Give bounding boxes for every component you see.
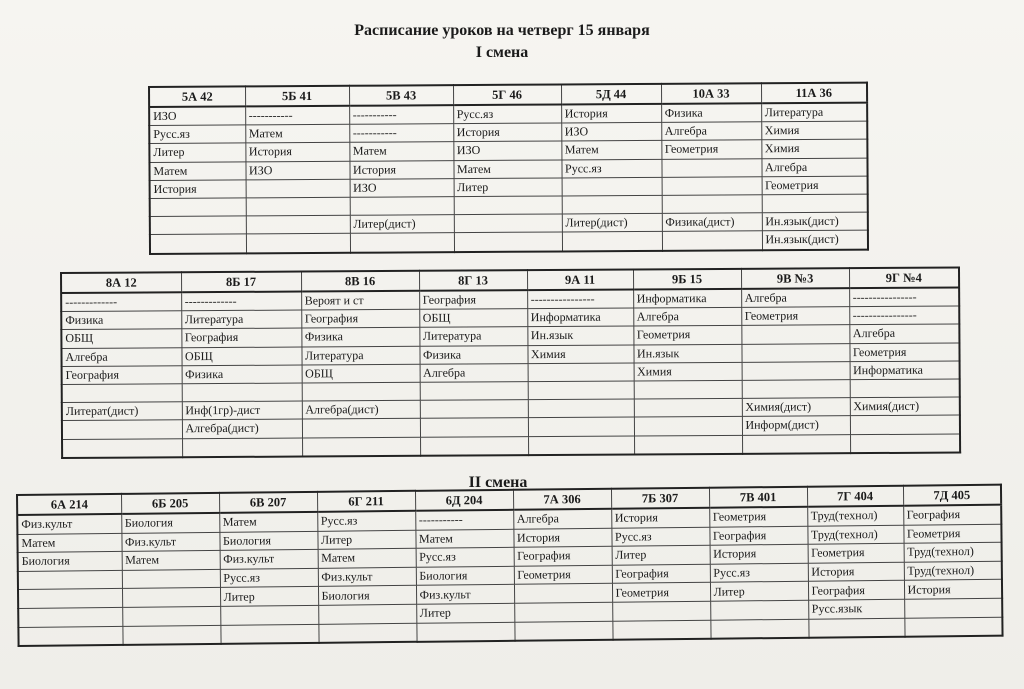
lesson-cell <box>514 621 612 641</box>
lesson-cell: Алгебра <box>633 308 741 327</box>
lesson-cell <box>182 383 302 402</box>
lesson-cell <box>18 589 122 609</box>
lesson-cell <box>634 417 742 436</box>
lesson-cell: Физ.культ <box>220 550 318 570</box>
shift-1-heading: I смена <box>475 44 529 61</box>
class-column-header: 5Д 44 <box>561 84 661 105</box>
lesson-cell: Литер <box>220 587 318 607</box>
class-column-header: 7Г 404 <box>807 486 903 507</box>
lesson-cell <box>808 618 904 638</box>
lesson-cell <box>62 438 182 457</box>
lesson-cell <box>220 624 318 644</box>
lesson-cell: Биология <box>121 513 219 533</box>
lesson-cell: Ин.язык <box>527 326 633 345</box>
lesson-cell: Информ(дист) <box>742 416 850 435</box>
lesson-cell <box>634 380 742 399</box>
lesson-cell: Русс.яз <box>220 568 318 588</box>
class-column-header: 6Г 211 <box>317 491 415 512</box>
lesson-cell <box>904 617 1002 637</box>
lesson-cell: Геометрия <box>762 176 868 195</box>
lesson-cell <box>62 420 182 439</box>
lesson-cell: Матем <box>318 549 416 569</box>
lesson-cell: Русс.яз <box>710 563 808 583</box>
lesson-cell <box>350 197 454 216</box>
lesson-cell <box>420 436 528 455</box>
lesson-cell <box>662 231 762 250</box>
lesson-cell <box>150 234 246 253</box>
lesson-cell: Матем <box>17 533 121 553</box>
lesson-cell <box>62 384 182 403</box>
lesson-cell <box>634 435 742 454</box>
lesson-cell <box>662 195 762 214</box>
lesson-cell: Ин.язык(дист) <box>762 212 868 231</box>
lesson-cell <box>742 361 850 380</box>
lesson-cell: Вероят и ст <box>301 291 419 310</box>
lesson-cell: История <box>349 160 453 179</box>
lesson-cell: Геометрия <box>514 565 612 585</box>
lesson-cell: Матем <box>349 142 453 161</box>
class-column-header: 6Б 205 <box>121 493 219 514</box>
lesson-cell <box>122 606 220 626</box>
lesson-cell: География <box>514 546 612 566</box>
lesson-cell <box>454 214 562 233</box>
lesson-cell <box>514 602 612 622</box>
lesson-cell <box>122 625 220 645</box>
lesson-cell: История <box>513 528 611 548</box>
lesson-cell <box>18 607 122 627</box>
lesson-cell: Алгебра <box>849 324 959 343</box>
lesson-cell: Ин.язык <box>633 344 741 363</box>
lesson-cell: История <box>245 143 349 162</box>
schedule-table-shift2-grades-6-7 <box>16 484 1004 647</box>
lesson-cell: ИЗО <box>245 161 349 180</box>
lesson-cell: Физика(дист) <box>662 213 762 232</box>
lesson-cell <box>454 196 562 215</box>
lesson-cell: Матем <box>149 161 245 180</box>
lesson-cell: Русс.яз <box>149 125 245 144</box>
lesson-cell <box>612 620 710 640</box>
lesson-cell: Русс.яз <box>611 527 709 547</box>
shift-2-heading: II смена <box>468 474 528 491</box>
lesson-cell: Алгебра <box>761 158 867 177</box>
lesson-cell <box>122 588 220 608</box>
lesson-cell: Алгебра <box>513 509 611 529</box>
lesson-cell: ------------- <box>61 292 181 311</box>
lesson-cell: Геометрия <box>808 543 904 563</box>
lesson-cell: Литература <box>761 103 867 122</box>
lesson-cell: ---------------- <box>849 306 959 325</box>
schedule-table-shift1-grades-8-9 <box>60 267 961 459</box>
lesson-cell <box>420 400 528 419</box>
lesson-cell <box>220 605 318 625</box>
lesson-cell: Химия(дист) <box>850 397 960 416</box>
lesson-cell <box>454 232 562 251</box>
lesson-cell: Физ.культ <box>17 514 121 534</box>
class-column-header: 6В 207 <box>219 492 317 513</box>
lesson-cell: ----------- <box>415 510 513 530</box>
lesson-cell: Алгебра <box>420 363 528 382</box>
lesson-cell: Русс.яз <box>561 159 661 178</box>
lesson-cell <box>742 380 850 399</box>
lesson-cell: ----------- <box>349 124 453 143</box>
lesson-cell <box>246 215 350 234</box>
lesson-cell: ОБЩ <box>419 309 527 328</box>
class-column-header: 7Б 307 <box>611 488 709 509</box>
lesson-cell: Геометрия <box>903 524 1001 544</box>
lesson-cell <box>318 623 416 643</box>
lesson-cell: Русс.яз <box>317 511 415 531</box>
lesson-cell: Матем <box>453 160 561 179</box>
lesson-cell: Алгебра <box>661 122 761 141</box>
lesson-cell: Геометрия <box>633 326 741 345</box>
lesson-cell: Химия <box>527 345 633 364</box>
lesson-cell: История <box>904 580 1002 600</box>
lesson-cell <box>302 437 420 456</box>
class-column-header: 7В 401 <box>709 487 807 508</box>
lesson-cell: Геометрия <box>661 140 761 159</box>
lesson-cell: ------------- <box>181 292 301 311</box>
lesson-cell: Химия <box>761 121 867 140</box>
lesson-row <box>150 230 868 253</box>
lesson-cell <box>18 570 122 590</box>
lesson-cell: Информатика <box>633 289 741 308</box>
lesson-cell: География <box>62 366 182 385</box>
lesson-cell <box>182 438 302 457</box>
lesson-cell: ИЗО <box>453 141 561 160</box>
lesson-cell: Матем <box>415 529 513 549</box>
lesson-cell: Матем <box>561 141 661 160</box>
lesson-cell: Биология <box>219 531 317 551</box>
lesson-cell: Литер <box>710 582 808 602</box>
lesson-cell: Литер <box>416 603 514 623</box>
lesson-cell: География <box>903 505 1001 525</box>
lesson-cell: Геометрия <box>612 583 710 603</box>
lesson-cell: География <box>301 309 419 328</box>
class-column-header: 5А 42 <box>149 86 245 107</box>
class-column-header: 6А 214 <box>17 494 121 515</box>
lesson-cell <box>710 600 808 620</box>
lesson-cell <box>710 619 808 639</box>
lesson-cell: Труд(технол) <box>904 542 1002 562</box>
lesson-cell: Физ.культ <box>121 532 219 552</box>
lesson-cell: ОБЩ <box>61 329 181 348</box>
class-column-header: 9А 11 <box>527 269 633 290</box>
lesson-cell: Матем <box>219 512 317 532</box>
schedule-table-shift1-grades-5-11 <box>148 82 869 255</box>
lesson-cell <box>150 216 246 235</box>
lesson-cell <box>742 434 850 453</box>
lesson-cell <box>850 415 960 434</box>
lesson-cell: География <box>181 328 301 347</box>
lesson-cell: Физика <box>61 311 181 330</box>
lesson-cell: Геометрия <box>709 507 807 527</box>
lesson-cell: Информатика <box>527 308 633 327</box>
lesson-cell: Ин.язык(дист) <box>762 230 868 249</box>
lesson-cell <box>904 598 1002 618</box>
lesson-cell <box>318 604 416 624</box>
lesson-cell: ИЗО <box>561 123 661 142</box>
lesson-cell: ---------------- <box>849 288 959 307</box>
lesson-cell <box>302 419 420 438</box>
lesson-cell: Физика <box>661 103 761 122</box>
lesson-cell <box>420 418 528 437</box>
class-column-header: 9В №3 <box>741 268 849 289</box>
lesson-cell <box>662 177 762 196</box>
lesson-cell: История <box>150 180 246 199</box>
lesson-cell: Труд(технол) <box>807 525 903 545</box>
lesson-cell: Химия(дист) <box>742 398 850 417</box>
lesson-cell: Литер <box>612 545 710 565</box>
lesson-cell <box>528 417 634 436</box>
lesson-cell <box>528 381 634 400</box>
lesson-cell <box>562 232 662 251</box>
class-column-header: 9Б 15 <box>633 269 741 290</box>
lesson-cell: Химия <box>634 362 742 381</box>
lesson-cell: Физика <box>301 328 419 347</box>
lesson-cell <box>416 622 514 642</box>
lesson-cell: ---------------- <box>527 289 633 308</box>
lesson-cell: ОБЩ <box>302 364 420 383</box>
class-column-header: 5Г 46 <box>453 84 561 105</box>
lesson-cell: Геометрия <box>849 343 959 362</box>
class-column-header: 10А 33 <box>661 83 761 104</box>
lesson-cell: Матем <box>122 551 220 571</box>
lesson-cell <box>850 434 960 453</box>
class-column-header: 8Г 13 <box>419 270 527 291</box>
lesson-cell: География <box>612 564 710 584</box>
lesson-cell <box>122 569 220 589</box>
lesson-cell: Труд(технол) <box>807 506 903 526</box>
lesson-cell <box>661 158 761 177</box>
lesson-cell <box>18 626 122 646</box>
lesson-cell: Алгебра(дист) <box>182 419 302 438</box>
class-column-header: 8А 12 <box>61 272 181 293</box>
lesson-cell: Литература <box>419 327 527 346</box>
lesson-cell <box>612 601 710 621</box>
lesson-cell: Алгебра <box>741 288 849 307</box>
lesson-cell <box>562 195 662 214</box>
lesson-cell <box>302 382 420 401</box>
lesson-cell: Труд(технол) <box>904 561 1002 581</box>
lesson-cell <box>246 234 350 253</box>
lesson-cell: География <box>419 290 527 309</box>
lesson-cell: Литература <box>181 310 301 329</box>
lesson-cell: Литер(дист) <box>350 215 454 234</box>
lesson-cell <box>634 398 742 417</box>
lesson-cell: Алгебра(дист) <box>302 400 420 419</box>
lesson-cell: ----------- <box>245 106 349 125</box>
class-column-header: 7Д 405 <box>903 485 1001 506</box>
lesson-cell: История <box>808 562 904 582</box>
lesson-cell: Биология <box>416 566 514 586</box>
lesson-cell <box>741 343 849 362</box>
lesson-cell: Физ.культ <box>416 585 514 605</box>
lesson-cell: Литер <box>317 530 415 550</box>
lesson-cell: Матем <box>245 124 349 143</box>
lesson-cell: ИЗО <box>350 178 454 197</box>
lesson-cell: Биология <box>18 552 122 572</box>
lesson-cell <box>150 198 246 217</box>
lesson-cell: Инф(1гр)-дист <box>182 401 302 420</box>
lesson-cell: Литер(дист) <box>562 213 662 232</box>
lesson-cell <box>350 233 454 252</box>
lesson-cell: Русс.яз <box>453 104 561 123</box>
lesson-cell <box>528 363 634 382</box>
lesson-cell: Геометрия <box>741 307 849 326</box>
lesson-cell: Физ.культ <box>318 567 416 587</box>
lesson-cell <box>528 435 634 454</box>
lesson-cell: Литерат(дист) <box>62 402 182 421</box>
lesson-cell <box>741 325 849 344</box>
lesson-cell: История <box>611 508 709 528</box>
lesson-cell <box>850 379 960 398</box>
lesson-cell: Литература <box>301 346 419 365</box>
lesson-cell <box>762 194 868 213</box>
lesson-cell: Алгебра <box>61 347 181 366</box>
lesson-cell: Русс.яз <box>416 547 514 567</box>
lesson-cell <box>246 179 350 198</box>
lesson-cell <box>514 584 612 604</box>
lesson-cell: География <box>808 581 904 601</box>
lesson-cell: История <box>453 123 561 142</box>
lesson-cell: История <box>710 544 808 564</box>
lesson-cell <box>246 197 350 216</box>
class-column-header: 5Б 41 <box>245 86 349 107</box>
lesson-cell: ----------- <box>349 105 453 124</box>
lesson-cell <box>528 399 634 418</box>
class-column-header: 9Г №4 <box>849 268 959 289</box>
class-column-header: 8В 16 <box>301 271 419 292</box>
class-column-header: 11А 36 <box>761 83 867 104</box>
lesson-cell: Русс.язык <box>808 599 904 619</box>
lesson-cell <box>420 382 528 401</box>
lesson-cell: История <box>561 104 661 123</box>
lesson-cell: Биология <box>318 586 416 606</box>
lesson-cell: Физика <box>182 365 302 384</box>
lesson-cell: География <box>709 526 807 546</box>
lesson-cell: Информатика <box>850 361 960 380</box>
lesson-cell: Литер <box>454 178 562 197</box>
class-column-header: 8Б 17 <box>181 272 301 293</box>
lesson-cell: ОБЩ <box>181 347 301 366</box>
lesson-cell: Литер <box>149 143 245 162</box>
lesson-cell: ИЗО <box>149 106 245 125</box>
schedule-title: Расписание уроков на четверг 15 января <box>354 22 650 39</box>
lesson-cell <box>562 177 662 196</box>
class-column-header: 5В 43 <box>349 85 453 106</box>
lesson-cell: Химия <box>761 139 867 158</box>
lesson-cell: Физика <box>419 345 527 364</box>
class-column-header: 6Д 204 <box>415 490 513 511</box>
class-column-header: 7А 306 <box>513 489 611 510</box>
